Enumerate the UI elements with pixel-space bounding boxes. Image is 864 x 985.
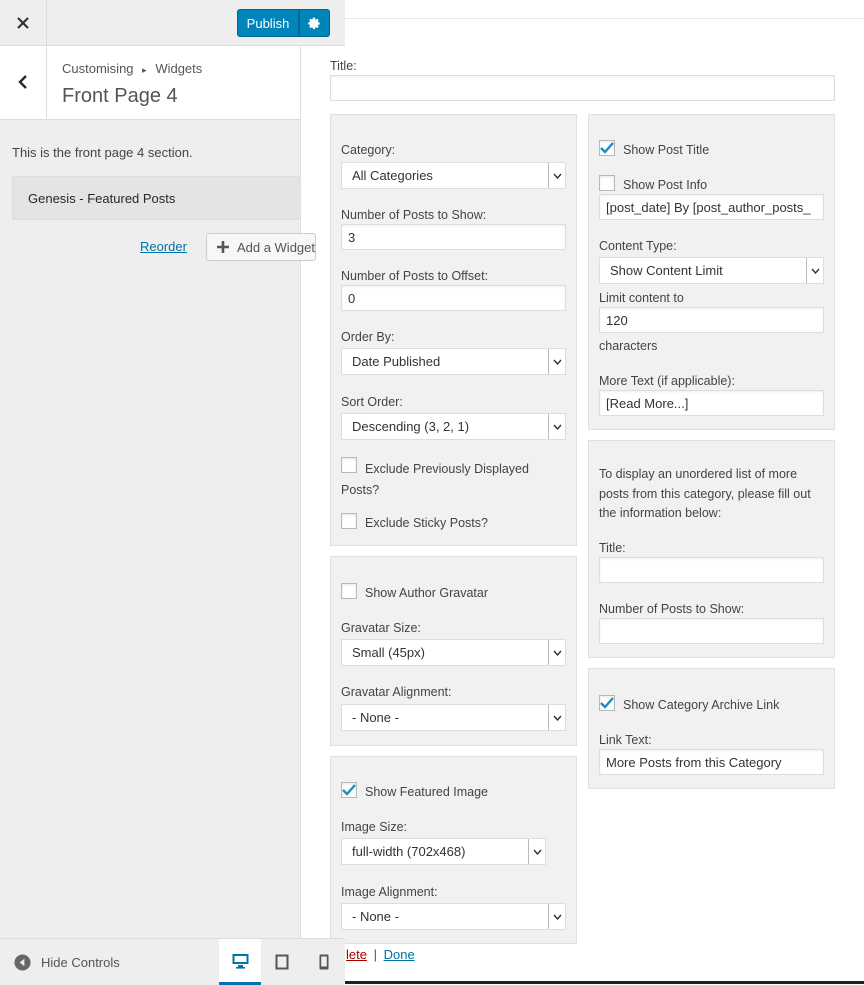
page-title: Front Page 4	[62, 85, 178, 107]
chevron-down-icon	[548, 349, 565, 374]
num-posts-input[interactable]: 3	[341, 224, 566, 250]
show-title-checkbox[interactable]	[599, 140, 615, 156]
plus-icon	[217, 241, 229, 253]
tablet-icon	[275, 954, 289, 970]
delete-link[interactable]: lete	[346, 947, 367, 962]
extra-num-label: Number of Posts to Show:	[599, 602, 745, 616]
image-align-value: - None -	[352, 909, 399, 924]
archive-link-label: Show Category Archive Link	[623, 698, 780, 712]
gravatar-align-value: - None -	[352, 710, 399, 725]
content-type-select[interactable]	[599, 257, 824, 284]
content-type-value: Show Content Limit	[610, 263, 723, 278]
limit-suffix: characters	[599, 339, 658, 353]
image-size-value: full-width (702x468)	[352, 844, 466, 859]
breadcrumb-separator: ▸	[142, 65, 147, 75]
checkmark-icon	[600, 142, 614, 154]
sort-order-select[interactable]	[341, 413, 566, 440]
exclude-sticky-label: Exclude Sticky Posts?	[365, 516, 488, 530]
chevron-left-icon	[18, 75, 28, 89]
customizer-footer	[0, 938, 345, 985]
checkmark-icon	[342, 784, 356, 796]
sort-order-value: Descending (3, 2, 1)	[352, 419, 470, 434]
reorder-link[interactable]: Reorder	[140, 239, 187, 254]
device-mobile-button[interactable]	[303, 939, 345, 985]
section-header	[0, 45, 300, 120]
breadcrumb-current: Widgets	[155, 61, 203, 76]
show-image-label: Show Featured Image	[365, 785, 488, 799]
hide-controls-button[interactable]	[14, 954, 120, 971]
mobile-icon	[319, 954, 329, 970]
actions-separator: |	[373, 947, 377, 962]
hide-controls-label: Hide Controls	[41, 955, 120, 970]
category-select[interactable]	[341, 162, 566, 189]
widget-actions	[346, 947, 415, 962]
num-posts-label: Number of Posts to Show:	[341, 208, 487, 222]
back-button[interactable]	[0, 45, 47, 119]
publish-settings-button[interactable]	[299, 9, 330, 37]
chevron-down-icon	[806, 258, 823, 283]
breadcrumb	[62, 61, 202, 76]
order-by-label: Order By:	[341, 330, 395, 344]
title-label: Title:	[330, 59, 357, 73]
chevron-down-icon	[548, 640, 565, 665]
close-icon	[17, 17, 29, 29]
archive-link-checkbox[interactable]	[599, 695, 615, 711]
device-tablet-button[interactable]	[261, 939, 303, 985]
gravatar-size-value: Small (45px)	[352, 645, 425, 660]
offset-label: Number of Posts to Offset:	[341, 269, 489, 283]
offset-input[interactable]: 0	[341, 285, 566, 311]
show-title-label: Show Post Title	[623, 143, 710, 157]
exclude-previous-label: Exclude Previously Displayed Posts?	[341, 462, 529, 497]
category-label: Category:	[341, 143, 396, 157]
gravatar-size-label: Gravatar Size:	[341, 621, 421, 635]
show-info-checkbox[interactable]	[599, 175, 615, 191]
category-value: All Categories	[352, 168, 433, 183]
show-gravatar-label: Show Author Gravatar	[365, 586, 488, 600]
link-text-input[interactable]: More Posts from this Category	[599, 749, 824, 775]
title-input[interactable]	[330, 75, 835, 101]
sort-order-label: Sort Order:	[341, 395, 403, 409]
post-info-input[interactable]: [post_date] By [post_author_posts_	[599, 194, 824, 220]
extra-title-label: Title:	[599, 541, 626, 555]
chevron-down-icon	[528, 839, 545, 864]
breadcrumb-parent: Customising	[62, 61, 134, 76]
collapse-icon	[14, 954, 31, 971]
gravatar-align-label: Gravatar Alignment:	[341, 685, 452, 699]
extra-posts-intro: To display an unordered list of more posts from this category, please fill out the information below:	[599, 467, 811, 520]
chevron-down-icon	[548, 163, 565, 188]
gravatar-align-select[interactable]	[341, 704, 566, 731]
content-type-label: Content Type:	[599, 239, 677, 253]
extra-num-input[interactable]	[599, 618, 824, 644]
checkmark-icon	[600, 697, 614, 709]
order-by-select[interactable]	[341, 348, 566, 375]
limit-label: Limit content to	[599, 291, 684, 305]
chevron-down-icon	[548, 414, 565, 439]
gravatar-size-select[interactable]	[341, 639, 566, 666]
more-text-label: More Text (if applicable):	[599, 374, 735, 388]
chevron-down-icon	[548, 705, 565, 730]
link-text-label: Link Text:	[599, 733, 652, 747]
show-info-label: Show Post Info	[623, 178, 708, 192]
add-widget-label: Add a Widget	[236, 239, 315, 255]
image-align-label: Image Alignment:	[341, 885, 438, 899]
exclude-sticky-checkbox[interactable]	[341, 513, 357, 529]
show-gravatar-checkbox[interactable]	[341, 583, 357, 599]
customizer-header	[0, 0, 345, 46]
add-widget-button[interactable]	[206, 233, 316, 261]
more-text-input[interactable]: [Read More...]	[599, 390, 824, 416]
limit-input[interactable]: 120	[599, 307, 824, 333]
section-description: This is the front page 4 section.	[12, 145, 193, 160]
extra-title-input[interactable]	[599, 557, 824, 583]
show-image-checkbox[interactable]	[341, 782, 357, 798]
preview-top-strip	[345, 0, 864, 19]
device-desktop-button[interactable]	[219, 939, 261, 985]
desktop-icon	[232, 953, 249, 969]
gear-icon	[308, 17, 321, 30]
image-size-label: Image Size:	[341, 820, 408, 834]
order-by-value: Date Published	[352, 354, 441, 369]
widget-item[interactable]: Genesis - Featured Posts	[12, 176, 300, 220]
publish-button[interactable]: Publish	[237, 9, 299, 37]
done-link[interactable]: Done	[383, 947, 415, 962]
image-align-select[interactable]	[341, 903, 566, 930]
image-size-select[interactable]	[341, 838, 546, 865]
close-button[interactable]	[0, 0, 47, 45]
chevron-down-icon	[548, 904, 565, 929]
